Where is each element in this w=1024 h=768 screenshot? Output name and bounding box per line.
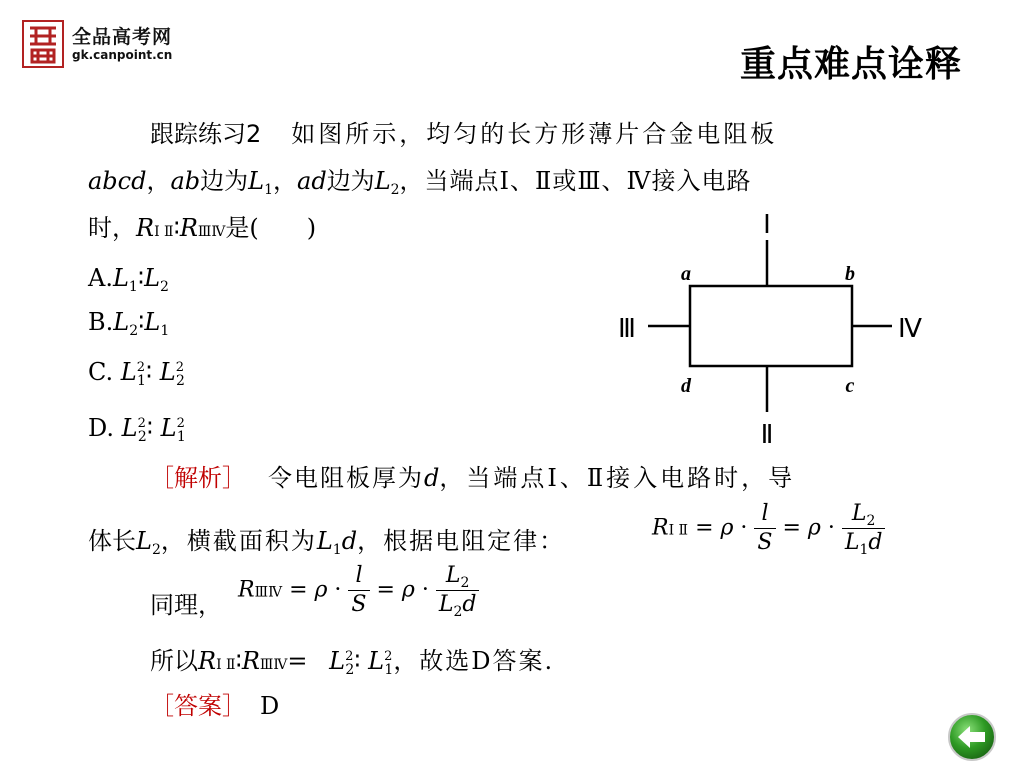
page-title: 重点难点诠释 [739,44,962,85]
formula-r34: RⅢⅣ = ρ · $\frac{l}{S}$ = ρ · $\frac{L_2}{L_2d}$ [238,562,479,619]
analysis-line-2: 体长$L_2$，横截面积为$L_1d$，根据电阻定律： [88,527,566,558]
option-b: $B.L_2∶L_1$ [88,308,170,339]
option-a: $A.L_1∶L_2$ [88,264,169,295]
question-lead: 跟踪练习2 [150,120,262,148]
terminal-2-label: Ⅱ [760,420,774,449]
option-c: C. $L^2_1∶$ $L^2_2$ [88,358,185,389]
corner-d-label: d [681,375,691,397]
analysis-tag: ［解析］ [150,464,246,492]
corner-c-label: c [845,375,855,397]
back-button[interactable] [947,712,997,762]
resistor-plate-diagram [600,200,940,450]
question-line-1 [150,118,777,150]
answer-line [150,690,279,722]
analysis-line-4: 所以RⅠ Ⅱ∶RⅢⅣ= $L^2_2∶$ $L^2_1$，故选D答案. [150,647,555,678]
option-d: D. $L^2_2∶$ $L^2_1$ [88,414,186,445]
logo-text: 全品高考网 [72,26,173,48]
answer-value: D [260,692,280,720]
site-logo [22,20,222,72]
answer-tag: ［答案］ [150,692,246,720]
formula-r12: RⅠ Ⅱ = ρ · $\frac{l}{S}$ = ρ · $\frac{L_2}{L_1d}$ [652,500,885,557]
logo-seal-icon [22,20,64,68]
terminal-1-label: Ⅰ [763,210,771,239]
terminal-3-label: Ⅲ [618,314,636,343]
analysis-line-1: ［解析］ 令电阻板厚为d，当端点Ⅰ、Ⅱ接入电路时，导 [150,464,796,492]
corner-b-label: b [845,263,855,285]
question-line-2: abcd，ab边为$L_1$，ad边为$L_2$，当端点Ⅰ、Ⅱ或Ⅲ、Ⅳ接入电路 [88,167,752,198]
analysis-line-3: 同理， [150,591,222,619]
question-line-3: 时，RⅠ Ⅱ∶RⅢⅣ是( ) [88,214,317,242]
back-arrow-icon[interactable] [947,712,997,762]
corner-a-label: a [681,263,691,285]
logo-url: gk.canpoint.cn [72,48,173,62]
terminal-4-label: Ⅳ [898,314,922,343]
question-stem: 如图所示，均匀的长方形薄片合金电阻板 [291,120,778,148]
plate-rectangle [690,286,852,366]
